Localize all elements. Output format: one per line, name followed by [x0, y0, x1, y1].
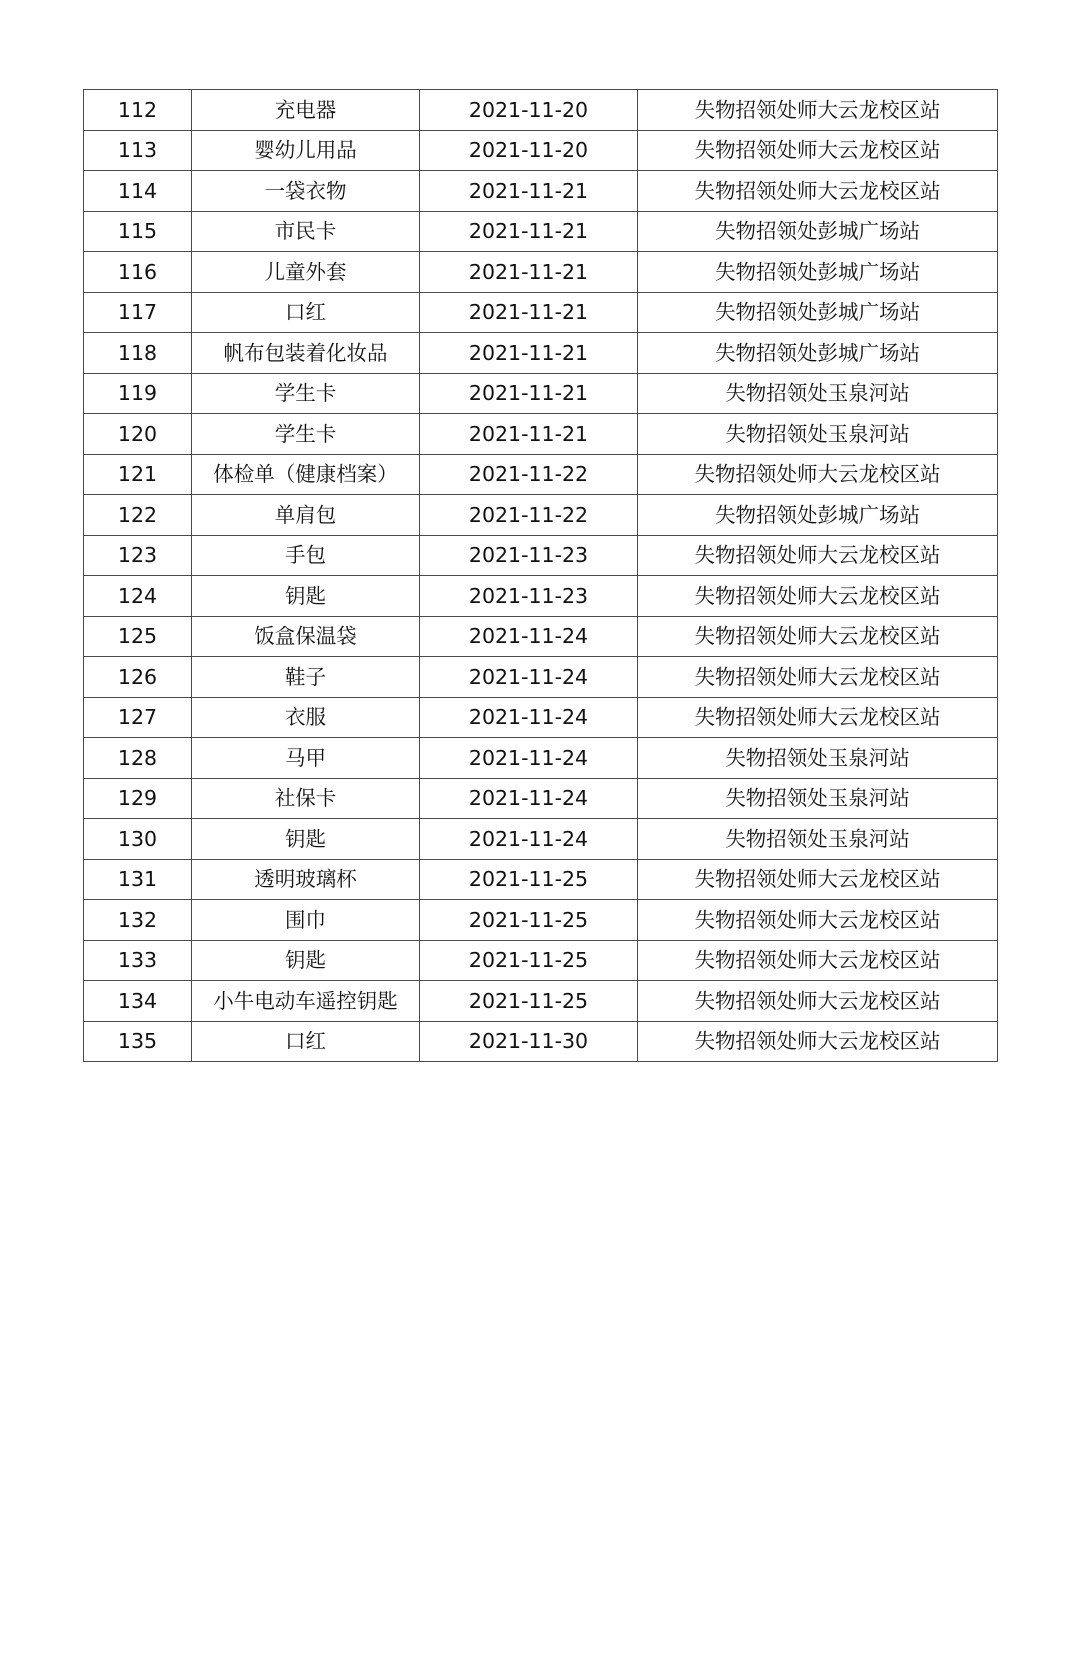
table-row — [84, 373, 998, 414]
row-number-cell: 129 — [84, 778, 192, 819]
table-row — [84, 252, 998, 293]
row-number-cell: 135 — [84, 1021, 192, 1062]
item-name-cell: 马甲 — [192, 738, 420, 779]
pickup-location-cell: 失物招领处玉泉河站 — [638, 414, 998, 455]
found-date-cell: 2021-11-21 — [420, 211, 638, 252]
table-row — [84, 1021, 998, 1062]
pickup-location-cell: 失物招领处师大云龙校区站 — [638, 616, 998, 657]
table-row — [84, 535, 998, 576]
item-name-cell: 市民卡 — [192, 211, 420, 252]
found-date-cell: 2021-11-24 — [420, 738, 638, 779]
item-name-cell: 充电器 — [192, 90, 420, 131]
item-name-cell: 学生卡 — [192, 373, 420, 414]
table-row — [84, 495, 998, 536]
row-number-cell: 122 — [84, 495, 192, 536]
pickup-location-cell: 失物招领处彭城广场站 — [638, 211, 998, 252]
item-name-cell: 口红 — [192, 292, 420, 333]
pickup-location-cell: 失物招领处彭城广场站 — [638, 252, 998, 293]
found-date-cell: 2021-11-21 — [420, 333, 638, 374]
pickup-location-cell: 失物招领处师大云龙校区站 — [638, 535, 998, 576]
item-name-cell: 衣服 — [192, 697, 420, 738]
found-date-cell: 2021-11-24 — [420, 819, 638, 860]
item-name-cell: 小牛电动车遥控钥匙 — [192, 981, 420, 1022]
pickup-location-cell: 失物招领处师大云龙校区站 — [638, 859, 998, 900]
found-date-cell: 2021-11-25 — [420, 940, 638, 981]
pickup-location-cell: 失物招领处彭城广场站 — [638, 333, 998, 374]
found-date-cell: 2021-11-30 — [420, 1021, 638, 1062]
table-row — [84, 454, 998, 495]
row-number-cell: 117 — [84, 292, 192, 333]
table-row — [84, 819, 998, 860]
found-date-cell: 2021-11-21 — [420, 414, 638, 455]
found-date-cell: 2021-11-21 — [420, 252, 638, 293]
item-name-cell: 钥匙 — [192, 940, 420, 981]
pickup-location-cell: 失物招领处彭城广场站 — [638, 292, 998, 333]
found-date-cell: 2021-11-23 — [420, 576, 638, 617]
row-number-cell: 112 — [84, 90, 192, 131]
row-number-cell: 113 — [84, 130, 192, 171]
row-number-cell: 124 — [84, 576, 192, 617]
item-name-cell: 儿童外套 — [192, 252, 420, 293]
row-number-cell: 132 — [84, 900, 192, 941]
pickup-location-cell: 失物招领处师大云龙校区站 — [638, 90, 998, 131]
found-date-cell: 2021-11-24 — [420, 778, 638, 819]
table-body — [84, 90, 998, 1062]
row-number-cell: 119 — [84, 373, 192, 414]
pickup-location-cell: 失物招领处师大云龙校区站 — [638, 454, 998, 495]
table-row — [84, 657, 998, 698]
pickup-location-cell: 失物招领处师大云龙校区站 — [638, 697, 998, 738]
found-date-cell: 2021-11-21 — [420, 171, 638, 212]
pickup-location-cell: 失物招领处玉泉河站 — [638, 738, 998, 779]
row-number-cell: 133 — [84, 940, 192, 981]
pickup-location-cell: 失物招领处师大云龙校区站 — [638, 900, 998, 941]
found-date-cell: 2021-11-24 — [420, 697, 638, 738]
item-name-cell: 口红 — [192, 1021, 420, 1062]
item-name-cell: 围巾 — [192, 900, 420, 941]
found-date-cell: 2021-11-23 — [420, 535, 638, 576]
found-date-cell: 2021-11-22 — [420, 495, 638, 536]
row-number-cell: 128 — [84, 738, 192, 779]
table-row — [84, 130, 998, 171]
item-name-cell: 社保卡 — [192, 778, 420, 819]
row-number-cell: 130 — [84, 819, 192, 860]
pickup-location-cell: 失物招领处师大云龙校区站 — [638, 981, 998, 1022]
found-date-cell: 2021-11-24 — [420, 616, 638, 657]
table-row — [84, 90, 998, 131]
found-date-cell: 2021-11-22 — [420, 454, 638, 495]
found-date-cell: 2021-11-25 — [420, 981, 638, 1022]
table-row — [84, 333, 998, 374]
pickup-location-cell: 失物招领处师大云龙校区站 — [638, 940, 998, 981]
row-number-cell: 126 — [84, 657, 192, 698]
found-date-cell: 2021-11-21 — [420, 373, 638, 414]
table-row — [84, 738, 998, 779]
item-name-cell: 钥匙 — [192, 819, 420, 860]
row-number-cell: 114 — [84, 171, 192, 212]
pickup-location-cell: 失物招领处师大云龙校区站 — [638, 1021, 998, 1062]
row-number-cell: 120 — [84, 414, 192, 455]
found-date-cell: 2021-11-25 — [420, 859, 638, 900]
row-number-cell: 131 — [84, 859, 192, 900]
pickup-location-cell: 失物招领处玉泉河站 — [638, 373, 998, 414]
table-row — [84, 414, 998, 455]
table-row — [84, 616, 998, 657]
table-row — [84, 292, 998, 333]
pickup-location-cell: 失物招领处师大云龙校区站 — [638, 576, 998, 617]
row-number-cell: 125 — [84, 616, 192, 657]
pickup-location-cell: 失物招领处师大云龙校区站 — [638, 657, 998, 698]
row-number-cell: 115 — [84, 211, 192, 252]
pickup-location-cell: 失物招领处师大云龙校区站 — [638, 130, 998, 171]
row-number-cell: 118 — [84, 333, 192, 374]
lost-and-found-table — [83, 89, 998, 1062]
row-number-cell: 116 — [84, 252, 192, 293]
row-number-cell: 134 — [84, 981, 192, 1022]
found-date-cell: 2021-11-20 — [420, 90, 638, 131]
item-name-cell: 体检单（健康档案） — [192, 454, 420, 495]
found-date-cell: 2021-11-21 — [420, 292, 638, 333]
found-date-cell: 2021-11-25 — [420, 900, 638, 941]
found-date-cell: 2021-11-20 — [420, 130, 638, 171]
row-number-cell: 121 — [84, 454, 192, 495]
item-name-cell: 学生卡 — [192, 414, 420, 455]
table-row — [84, 940, 998, 981]
item-name-cell: 一袋衣物 — [192, 171, 420, 212]
item-name-cell: 帆布包装着化妆品 — [192, 333, 420, 374]
pickup-location-cell: 失物招领处玉泉河站 — [638, 819, 998, 860]
item-name-cell: 饭盒保温袋 — [192, 616, 420, 657]
item-name-cell: 钥匙 — [192, 576, 420, 617]
item-name-cell: 鞋子 — [192, 657, 420, 698]
row-number-cell: 123 — [84, 535, 192, 576]
table-row — [84, 171, 998, 212]
item-name-cell: 婴幼儿用品 — [192, 130, 420, 171]
item-name-cell: 手包 — [192, 535, 420, 576]
table-row — [84, 576, 998, 617]
table-row — [84, 981, 998, 1022]
table-row — [84, 859, 998, 900]
pickup-location-cell: 失物招领处玉泉河站 — [638, 778, 998, 819]
table-row — [84, 778, 998, 819]
pickup-location-cell: 失物招领处彭城广场站 — [638, 495, 998, 536]
item-name-cell: 单肩包 — [192, 495, 420, 536]
found-date-cell: 2021-11-24 — [420, 657, 638, 698]
table-row — [84, 697, 998, 738]
row-number-cell: 127 — [84, 697, 192, 738]
table-row — [84, 211, 998, 252]
pickup-location-cell: 失物招领处师大云龙校区站 — [638, 171, 998, 212]
table-row — [84, 900, 998, 941]
item-name-cell: 透明玻璃杯 — [192, 859, 420, 900]
